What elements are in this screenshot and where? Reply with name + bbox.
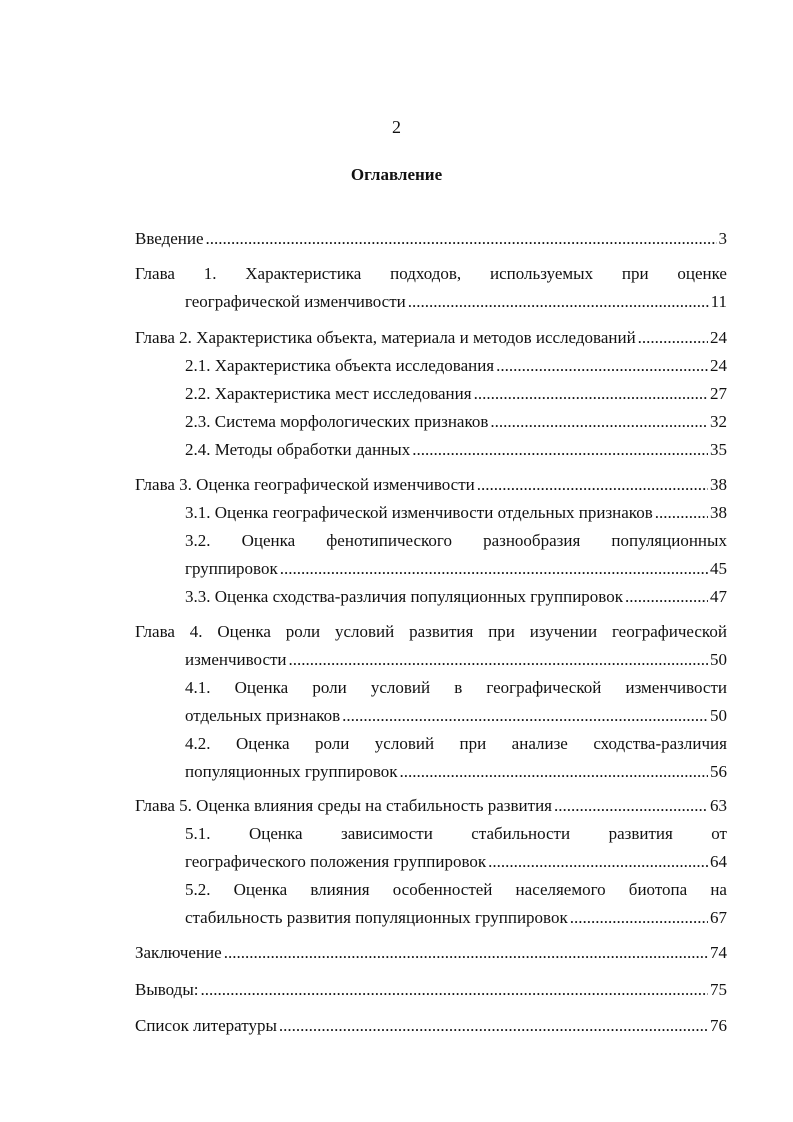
word: особенностей: [392, 880, 493, 899]
word: 4.: [189, 622, 203, 641]
word: Оценка: [233, 880, 288, 899]
word: 4.2.: [185, 734, 211, 753]
toc-entry-references[interactable]: [135, 1012, 727, 1040]
dot-leader: [408, 288, 709, 316]
word: географической: [486, 678, 602, 697]
word: условий: [374, 734, 435, 753]
toc-entry-justified-line: [185, 820, 727, 848]
dot-leader: [625, 583, 708, 611]
word: оценке: [677, 264, 727, 283]
toc-entry-conclusion[interactable]: [135, 939, 727, 967]
toc-entry-label: Заключение: [135, 943, 222, 962]
toc-entry-chapter-4[interactable]: [135, 618, 727, 674]
word: Оценка: [248, 824, 303, 843]
word: Оценка: [217, 622, 271, 641]
word: развития: [409, 622, 474, 641]
word: 5.2.: [185, 880, 211, 899]
word: в: [454, 678, 463, 697]
toc-entry-section-3-2[interactable]: [185, 527, 727, 583]
toc-entry-label: Глава 5. Оценка влияния среды на стабильность развития: [135, 796, 552, 815]
word: 3.2.: [185, 531, 211, 550]
word: Глава: [135, 264, 175, 283]
toc-entry-findings[interactable]: [135, 976, 727, 1004]
word: фенотипического: [326, 531, 452, 550]
toc-entry-chapter-5[interactable]: [135, 792, 727, 820]
word: зависимости: [341, 824, 433, 843]
toc-entry-section-3-1[interactable]: [185, 499, 727, 527]
toc-entry-label: Выводы:: [135, 980, 199, 999]
word: биотопа: [628, 880, 688, 899]
dot-leader: [496, 352, 708, 380]
toc-entry-label: 3.3. Оценка сходства-различия популяционных группировок: [185, 587, 623, 606]
word: от: [711, 824, 727, 843]
dot-leader: [412, 436, 708, 464]
toc-entry-page: 56: [710, 762, 727, 781]
dot-leader: [224, 939, 708, 967]
toc-entry-section-2-4[interactable]: [185, 436, 727, 464]
toc-entry-label: группировок: [185, 559, 278, 578]
word: роли: [285, 622, 321, 641]
toc-entry-section-5-2[interactable]: [185, 876, 727, 932]
word: 1.: [203, 264, 217, 283]
toc-entry-page: 38: [710, 503, 727, 522]
toc-entry-label: 2.1. Характеристика объекта исследования: [185, 356, 495, 375]
toc-entry-page: 63: [710, 796, 727, 815]
toc-entry-label: Список литературы: [135, 1016, 277, 1035]
dot-leader: [638, 324, 708, 352]
word: на: [710, 880, 727, 899]
word: используемых: [489, 264, 594, 283]
toc-entry-justified-line: [185, 730, 727, 758]
toc-entry-chapter-1[interactable]: [135, 260, 727, 316]
dot-leader: [488, 848, 708, 876]
dot-leader: [289, 646, 708, 674]
toc-entry-label: отдельных признаков: [185, 706, 341, 725]
word: Характеристика: [245, 264, 362, 283]
toc-entry-justified-line: [185, 527, 727, 555]
toc-entry-label: популяционных группировок: [185, 762, 398, 781]
toc-entry-page: 24: [710, 328, 727, 347]
word: изменчивости: [625, 678, 727, 697]
toc-entry-page: 3: [718, 229, 727, 248]
word: при: [459, 734, 487, 753]
word: 4.1.: [185, 678, 211, 697]
toc-entry-section-2-3[interactable]: [185, 408, 727, 436]
toc-entry-label: 3.1. Оценка географической изменчивости отдельных признаков: [185, 503, 653, 522]
toc-entry-page: 11: [710, 292, 727, 311]
toc-entry-intro[interactable]: [135, 225, 727, 253]
dot-leader: [280, 555, 708, 583]
word: 5.1.: [185, 824, 211, 843]
dot-leader: [477, 471, 708, 499]
dot-leader: [279, 1012, 708, 1040]
word: разнообразия: [483, 531, 581, 550]
toc-entry-label: стабильность развития популяционных группировок: [185, 908, 568, 927]
word: изучении: [529, 622, 598, 641]
toc-entry-page: 35: [710, 440, 727, 459]
dot-leader: [655, 499, 708, 527]
toc-entry-label: Введение: [135, 229, 204, 248]
toc-entry-justified-line: [185, 674, 727, 702]
word: влияния: [310, 880, 370, 899]
toc-entry-page: 24: [710, 356, 727, 375]
toc-entry-label: Глава 3. Оценка географической изменчивости: [135, 475, 475, 494]
toc-entry-page: 74: [710, 943, 727, 962]
toc-entry-section-4-2[interactable]: [185, 730, 727, 786]
dot-leader: [554, 792, 708, 820]
toc-entry-page: 50: [710, 650, 727, 669]
word: условий: [335, 622, 395, 641]
toc-entry-label: 2.4. Методы обработки данных: [185, 440, 411, 459]
dot-leader: [200, 976, 708, 1004]
toc-entry-page: 47: [710, 587, 727, 606]
toc-entry-label: географического положения группировок: [185, 852, 487, 871]
toc-entry-page: 76: [710, 1016, 727, 1035]
word: развития: [608, 824, 673, 843]
toc-entry-chapter-2[interactable]: [135, 324, 727, 352]
toc-entry-section-5-1[interactable]: [185, 820, 727, 876]
word: географической: [611, 622, 727, 641]
word: сходства-различия: [593, 734, 727, 753]
toc-entry-label: Глава 2. Характеристика объекта, материала и методов исследований: [135, 328, 636, 347]
dot-leader: [400, 758, 708, 786]
toc-entry-section-3-3[interactable]: [185, 583, 727, 611]
toc-entry-justified-line: [185, 876, 727, 904]
word: Оценка: [235, 734, 290, 753]
word: популяционных: [611, 531, 727, 550]
dot-leader: [474, 380, 708, 408]
dot-leader: [490, 408, 708, 436]
toc-entry-section-2-2[interactable]: [185, 380, 727, 408]
toc-entry-label: 2.3. Система морфологических признаков: [185, 412, 489, 431]
word: Оценка: [241, 531, 296, 550]
dot-leader: [570, 904, 708, 932]
word: Оценка: [234, 678, 289, 697]
word: стабильности: [471, 824, 571, 843]
toc-entry-section-4-1[interactable]: [185, 674, 727, 730]
toc-entry-page: 67: [710, 908, 727, 927]
toc-entry-page: 27: [710, 384, 727, 403]
toc-entry-justified-line: [135, 618, 727, 646]
toc-entry-page: 50: [710, 706, 727, 725]
word: при: [621, 264, 649, 283]
dot-leader: [206, 225, 717, 253]
toc-entry-page: 32: [710, 412, 727, 431]
toc-entry-justified-line: [135, 260, 727, 288]
toc-entry-page: 45: [710, 559, 727, 578]
toc-entry-section-2-1[interactable]: [185, 352, 727, 380]
toc-entry-page: 75: [710, 980, 727, 999]
word: роли: [314, 734, 350, 753]
toc-entry-chapter-3[interactable]: [135, 471, 727, 499]
word: при: [488, 622, 515, 641]
page-number: 2: [392, 117, 401, 137]
toc-entry-label: 2.2. Характеристика мест исследования: [185, 384, 472, 403]
word: Глава: [135, 622, 175, 641]
word: условий: [370, 678, 431, 697]
toc-entry-page: 64: [710, 852, 727, 871]
toc-title: Оглавление: [350, 165, 443, 184]
word: населяемого: [515, 880, 606, 899]
dot-leader: [342, 702, 708, 730]
toc-entry-page: 38: [710, 475, 727, 494]
toc-entry-label: изменчивости: [185, 650, 287, 669]
toc-entry-label: географической изменчивости: [185, 292, 406, 311]
word: подходов,: [390, 264, 462, 283]
word: анализе: [511, 734, 568, 753]
word: роли: [312, 678, 347, 697]
